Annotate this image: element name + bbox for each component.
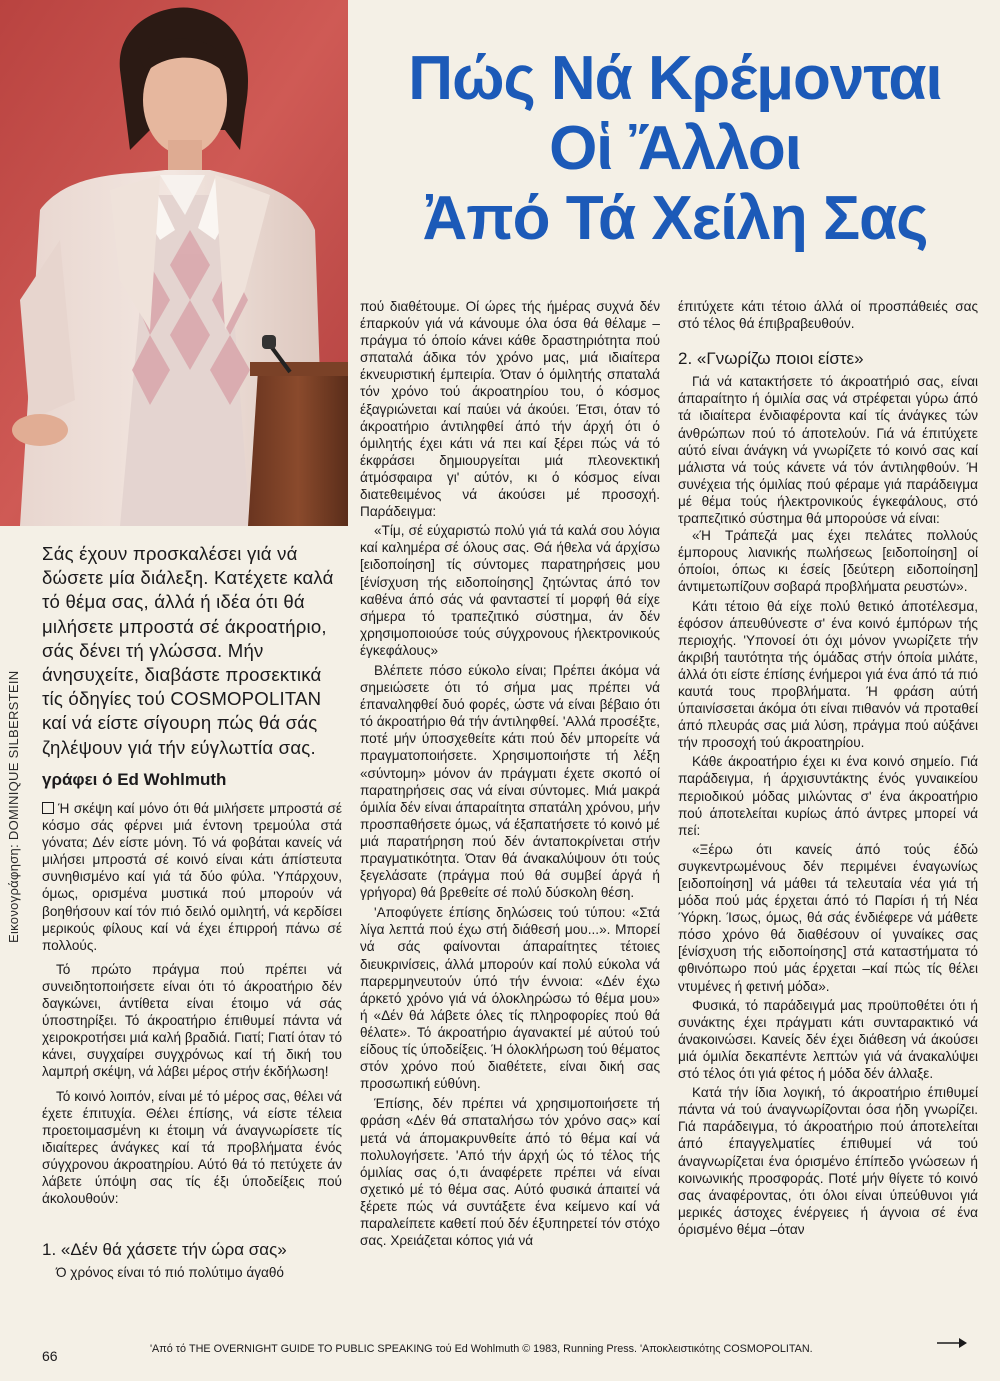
paragraph: έπιτύχετε κάτι τέτοιο άλλά οί προσπάθειές σας στό τέλος θά έπιβραβευθούν. <box>678 299 978 332</box>
column-1 <box>42 800 342 1281</box>
title-line-1: Πώς Νά Κρέμονται <box>408 44 942 113</box>
paragraph: Κάθε άκροατήριο έχει κι ένα κοινό σημείο. Γιά παράδειγμα, ή άρχισυντάκτης ένός γυναικείου περιοδικού μόδας μιλώντας σ' ένα άκροατήριο πού άποτελείται κυρίως άπό άντρες μπορεί νά πεί: <box>678 754 978 838</box>
title-line-3: Ἀπό Τά Χείλη Σας <box>422 184 928 253</box>
paragraph: Κατά τήν ίδια λογική, τό άκροατήριο έπιθυμεί πάντα νά τού άναγνωρίζονται όσα ήδη γνωρίζει. Γιά παράδειγμα, τό άκροατήριο πού άποτελείται άπό έπαγγελματίες έπιθυμεί νά τού άναγνωρίζεται ένα όρισμένο έπίπεδο γνώσεων ή κοινωνικής προσφοράς. Ποτέ μήν θίγετε τό κοινό σας άναφέροντας, ότι όλοι είναι ύπεύθυνοι γιά μερικές άστοχες ένέργειες ή άγνοια σέ ένα όρισμένο θέμα –όταν <box>678 1085 978 1237</box>
title-line-2: Οἱ Ἄλλοι <box>549 114 801 183</box>
paragraph: «Ή Τράπεζά μας έχει πελάτες πολλούς έμπορους λιανικής πωλήσεως [ειδοποίηση] οί όποίοι, όπως κι έσείς [δεύτερη ειδοποίηση] άντιμετωπίζουν σοβαρά προβλήματα ρευστών». <box>678 528 978 595</box>
intro <box>42 542 342 760</box>
paragraph: Έπίσης, δέν πρέπει νά χρησιμοποιήσετε τή φράση «Δέν θά σπαταλήσω τόν χρόνο σας» καί μετά νά άπομακρυνθείτε άπό τό θέμα καί νά πολυλογήσετε. 'Από τήν άρχή ώς τό τέλος τής όμιλίας σας ό,τι άναφέρετε πρέπει νά είναι σχετικό μέ τό θέμα σας. Αύτό φυσικά άπαιτεί νά ξέρετε πώς νά συντάξετε ένα κείμενο καί νά παραλείπετε καθετί πού δέν έξυπηρετεί τόν στόχο σας. Χρειάζεται κόπος γιά νά <box>360 1096 660 1249</box>
paragraph: 'Αποφύγετε έπίσης δηλώσεις τού τύπου: «Στά λίγα λεπτά πού έχω στή διάθεσή μου...». Μπορεί νά σάς φαίνονται άπαραίτητες τέτοιες διευκρινίσεις, άλλά μπορούν καί πολύ εύκολα νά παρερμηνευτούν ύπό τήν έννοια: «Δέν έχω άρκετό χρόνο γιά νά όλοκληρώσω τό θέμα μου» ή «Δέν θά λάβετε όλες τίς πληροφορίες πού θά θέλατε». Τό άκροατήριο άγανακτεί μέ αύτού τού είδους τίς ύποδείξεις. Ή όλοκλήρωση τού θέματος στόν χρόνο πού διαθέτετε, είναι δική σας προσωπική εύθύνη. <box>360 905 660 1092</box>
square-bullet-icon <box>42 802 54 814</box>
paragraph: Φυσικά, τό παράδειγμά μας προϋποθέτει ότι ή συνάκτης έχει πράγματι κάτι συνταρακτικό νά άνακοινώσει. Κανείς δέν έχει διάθεση νά άκούσει μιά όμιλία δεκαπέντε λεπτών γιά νά άνακαλύψει στό τέλος ότι γιά φέτος ή μόδα δέν άλλαξε. <box>678 997 978 1082</box>
page-number: 66 <box>42 1348 58 1364</box>
footnote: 'Από τό THE OVERNIGHT GUIDE TO PUBLIC SPEAKING τού Ed Wohlmuth © 1983, Running Press. 'Αποκλειστικότης COSMOPOLITAN. <box>150 1343 813 1355</box>
article-title <box>360 44 990 254</box>
photo-credit: Εικονογράφηση: DOMINIQUE SILBERSTEIN <box>6 670 21 944</box>
column-2 <box>360 298 660 1249</box>
paragraph: Κάτι τέτοιο θά είχε πολύ θετικό άποτέλεσμα, έφόσον άπευθύνεστε σ' ένα κοινό έμπόρων τής περιοχής. 'Υπονοεί ότι όχι μόνον γνωρίζετε τήν άκριβή ταυτότητα τής όμάδας στήν όποία μιλάτε, άλλά ότι είστε έπίσης ένήμεροι γιά ένα άπό τά πιό καυτά τους προβλήματα. Ή φράση αύτή ύπαινίσσεται άκόμα ότι είναι πιθανόν νά προταθεί άπό πλευράς σας μιά λύση, πράγμα πού αύξάνει τήν προσοχή τού άκροατηρίου. <box>678 598 978 751</box>
paragraph: Τό πρώτο πράγμα πού πρέπει νά συνειδητοποιήσετε είναι ότι τό άκροατήριο δέν δαγκώνει, άντίθετα είναι έτοιμο νά σάς ύποστηρίξει. Τό άκροατήριο έπιθυμεί πάντα νά χειροκροτήσει μιά καλή βραδιά. Γιατί; Γιατί όταν τό κάνει, συγχαίρει συγχρόνως καί τή δική του λαμπρή σκέψη, νά λάβει μέρος στήν έκδήλωση! <box>42 961 342 1080</box>
paragraph <box>42 800 342 954</box>
paragraph: πού διαθέτουμε. Οί ώρες τής ήμέρας συχνά δέν έπαρκούν γιά νά κάνουμε όλα όσα θά θέλαμε –πράγμα τό όποίο κάνει κάθε δραστηριότητα πού σπαταλά άδικα τόν χρόνο μας, μιά ιδιαίτερα έκνευριστική έμπειρία. Όταν ό όμιλητής σπαταλά τόν χρόνο τού άκροατηρίου του, ό κόσμος έξαγριώνεται καί παύει νά άκούει. Έτσι, όταν τό άκροατήριο άντιληφθεί άπό τήν άρχή ότι ό όμιλητής έχει κάτι νά πει καί ξέρει πώς νά τό έκφράσει δημιουργείται μιά πλεονεκτική άτμόσφαιρα γι' αύτόν, κι ό κόσμος είναι διατεθειμένος νά άκούσει μέ προσοχή. Παράδειγμα: <box>360 299 660 520</box>
section-heading-1: 1. «Δέν θά χάσετε τήν ώρα σας» <box>42 1240 287 1260</box>
paragraph: Τό κοινό λοιπόν, είναι μέ τό μέρος σας, θέλει νά έχετε έπιτυχία. Θέλει έπίσης, νά είστε τέλεια προετοιμασμένη κι έτοιμη νά άναγνωρίσετε τίς ιδιαίτερες άνάγκες καί τά προβλήματα ένός σύγχρονου άκροατηρίου. Αύτό θά τό πετύχετε άν λάβετε ύπόψη σας τίς έξι ύποδείξεις πού άκολουθούν: <box>42 1088 342 1207</box>
section-heading-2: 2. «Γνωρίζω ποιοι είστε» <box>678 349 864 369</box>
byline: γράφει ό Ed Wohlmuth <box>42 770 227 789</box>
column-3 <box>678 298 978 1238</box>
cover-photo <box>0 0 348 526</box>
paragraph: Γιά νά κατακτήσετε τό άκροατήριό σας, είναι άπαραίτητο ή όμιλία σας νά στρέφεται γύρω άπό τά ιδιαίτερα ένδιαφέροντα καί τίς άνάγκες τών άνθρώπων πού τό άποτελούν. Γιά νά έπιτύχετε αύτό είναι άνάγκη νά γνωρίζετε τό κοινό σας καί μάλιστα νά τούς κάνετε νά τόν άντιληφθούν. Ή συνέχεια τής όμιλίας πού φέραμε γιά παράδειγμα μέ θέμα τούς ήλεκτρονικούς έγκεφάλους, στό τραπεζιτικό σύστημα θά μπορούσε νά είναι: <box>678 374 978 527</box>
paragraph: Ό χρόνος είναι τό πιό πολύτιμο άγαθό <box>56 1265 284 1281</box>
paragraph: «Ξέρω ότι κανείς άπό τούς έδώ συγκεντρωμένους δέν περιμένει έναγωνίως [ειδοποίηση] νά μάθει τά τελευταία νέα γιά τή μόδα πού μάς έρχεται άπό τό Παρίσι ή τή Νέα Ύόρκη. Ίσως, όμως, θά σάς ένδιέφερε νά μάθετε πόσο χρόνο θά διαθέσουν οί γυναίκες σας [ένίσχυση τής ειδοποίησης] στά καταστήματα τό φθινόπωρο πού μάς έρχεται –καί πώς τίς θέλει ντυμένες ή φετινή μόδα». <box>678 841 978 994</box>
paragraph: «Τίμ, σέ εύχαριστώ πολύ γιά τά καλά σου λόγια καί καλημέρα σέ όλους σας. Θά ήθελα νά άρχίσω [ειδοποίηση] τίς σύντομες παρατηρήσεις μου [ένίσχυση τής ειδοποίησης] ζητώντας άπό τον καθένα άπό σάς νά φανταστεί τί μορφή θά είχε σήμερα τό τραπεζιτικό σύστημα, άν δέν χρησιμοποιούσε τούς σύγχρονους ήλεκτρονικούς έγκεφάλους» <box>360 523 660 658</box>
arrow-right-icon <box>937 1336 967 1350</box>
paragraph: Βλέπετε πόσο εύκολο είναι; Πρέπει άκόμα νά σημειώσετε ότι τό σήμα μας πρέπει νά έπαναληφθεί δυό φορές, ώστε νά είναι βέβαιο ότι τό άκροατήριο θά τήν άντιληφθεί. 'Αλλά προσέξτε, ποτέ μήν ύποσχεθείτε κάτι πού δέν μπορείτε νά πραγματοποιήσετε. Χρησιμοποιήστε τή λέξη «σύντομη» μόνον άν πράγματι έχετε σκοπό οί παρατηρήσεις σας νά είναι σύντομες. Μιά μακρά όμιλία δέν είναι άπαραίτητα σπατάλη χρόνου, μήν προσπαθήσετε όμως, νά έξαπατήσετε τό κοινό μέ μιά παρατήρηση πού δέν άνταποκρίνεται στήν πραγματικότητα. Όταν θά άνακαλύψουν ότι τούς ξεγελάσατε (πράγμα πού θά συμβεί άργά ή γρήγορα) θά βρεθείτε σέ πολύ δύσκολη θέση. <box>360 662 660 901</box>
paragraph-text: Ή σκέψη καί μόνο ότι θά μιλήσετε μπροστά σέ κόσμο σάς φέρνει μιά έντονη τρεμούλα στά γόνατα; Δέν είστε μόνη. Τό νά φοβάται κανείς νά μιλήσει μπροστά σέ κοινό είναι κάτι άπίστευτα συνηθισμένο καί γιά τά δύο φύλα. 'Υπάρχουν, όμως, ορισμένα μυστικά πού μπορούν νά βοηθήσουν καί τόν πιό δειλό ομιλητή, νά κερδίσει μερικούς φίλους καί νά έχει έπιρροή πάνω σέ πολλούς. <box>42 801 342 953</box>
intro-text: Σάς έχουν προσκαλέσει γιά νά δώσετε μία διάλεξη. Κατέχετε καλά τό θέμα σας, άλλά ή ιδέα ότι θά μιλήσετε μπροστά σέ άκροατήριο, σάς δένει τή γλώσσα. Μήν άνησυχείτε, διαβάστε προσεκτικά τίς όδηγίες τού COSMOPOLITAN καί νά είστε σίγουρη πώς θά σάς ζηλέψουν γιά τήν εύγλωττία σας. <box>42 543 334 758</box>
